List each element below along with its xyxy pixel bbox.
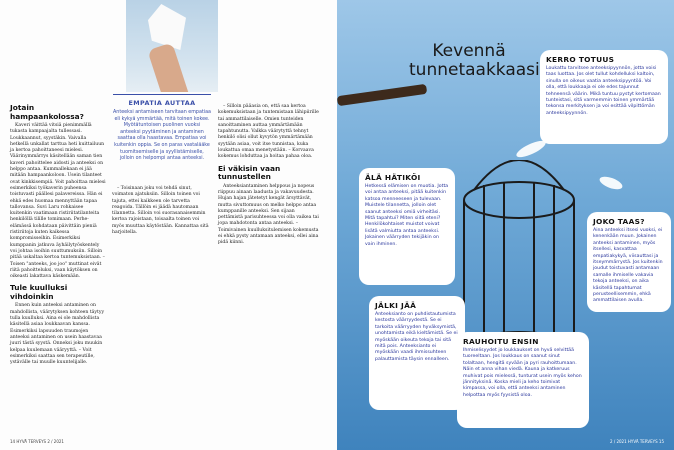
bubble-heading: RAUHOITU ENSIN	[463, 337, 539, 346]
bubble-heading: KERRO TOTUUS	[546, 55, 615, 64]
bubble-jalki-jaa	[369, 296, 465, 410]
footer-left: 14 HYVÄ TERVEYS 2 / 2021	[10, 439, 64, 444]
section-heading-ei-vakisin: Ei väkisin vaan tunnustellen	[218, 163, 281, 182]
bubble-text: Hetkessä elämisen on muotia. Jotta voi antaa anteeksi, pitää kuitenkin katsoa menneeseen ja tulevaan. Muistele tilannetta, jolloin olet saanut anteeksi omiä virheitäsi. Mitä tapahtui? Miten siitä eteni? Henkilökohtaiset muistot voivat lisätä valmiutta antaa anteeksi. Jokainen väärryden tekijäkin on vain ihminen.	[365, 184, 449, 247]
bubble-text: Anteeksianto on puhdistautumista kestosta väärryydestä. Se ei tarkoita väärryyden hyväksymistä, unohtamista eikä kieltämistä. Se ei myöskään oikeuta tekoja tai sitä mitä pois. Anteeksianto ei myöskään vaadi ihmissuhteen palauttamista täysin ennalleen.	[375, 312, 458, 362]
arm-image	[147, 42, 190, 92]
bubble-text: Ihmiselisyydet jo loukkaukset on hyvä selvittää tuoreeltaan. Jos loukkaus on saanut sinut tolaltaan, hengitä syvään ja pyri rauhoittumaan. Näin et anna vihan viedä. Kauna ja katkeruus muhivat pois mielessä, tunturat usein myös kehon jännityksinä. Koska mieli ja keho toimivat kimpassa, voi olla, että anteeksi antaminen helpottaa myös fyysistä oloa.	[463, 348, 582, 398]
column-3-text-1: – Silloin pääasia on, että saa kertoa kokemuksistaan ja tuntemistaan lähipiirille tai ammattilaiselle. Omien tunteiden sanoittaminen auttaa ymmärtämään tapahtunutta. Valkka väärytyttä tehnyt henkilö olisi ollut kyvytön ymmärtämään syytään asiaa, voit itse tunnistaa, kuka loukattua omaa menetystään. – Korvaava kokemus lohduttaa ja hoitaa pahaa oloa.	[218, 104, 319, 160]
article-column-3	[218, 104, 320, 247]
bubble-kerro-totuus	[540, 50, 668, 144]
article-column-2	[112, 186, 211, 236]
waving-flag-photo	[126, 0, 218, 92]
section-heading-jotain: Jotain hampaankolossa?	[10, 103, 84, 121]
right-page	[337, 0, 674, 450]
pull-quote-text: Anteeksi antamiseen tarvitaan empatiaa eli kykyä ymmärtää, mitä toinen kokee. Myötätuntoisen puolinen vuoksi anteeksi pyytäminen ja antaminen saattaa olla haastavaa. Empatiaa voi kuitenkin oppia. Se on paras vastalääke tuomitsemiselle ja syyllistämiselle, jolloin on helpompi antaa anteeksi.	[113, 110, 212, 162]
bubble-rauhoitu-ensin	[457, 332, 589, 428]
footer-right: 2 / 2021 HYVÄ TERVEYS 15	[610, 439, 664, 444]
bubble-heading: JÄLKI JÄÄ	[375, 301, 417, 310]
page-title: Kevennä tunnetaakkaasi	[409, 41, 540, 80]
article-column-1	[10, 102, 106, 366]
bubble-text: Loukattu tarvitsee anteeksipyynnön, jotta voisi taas luottaa. Jos olet tullut kohdelluksi kaltoin, sinulla on oikeus vaatia anteeksipyyntöä. Voi olla, että loukkaaja ei ole edes tajunnut tehneensä väärin. Mikä tuntuu pystyt kertomaan tunteistasi, sitä varmemmin toinen ymmärtää tekonsa merkityksen ja voi esittää vilpittömän anteeksipyynnön.	[546, 66, 661, 116]
bubble-heading: ÄLÄ HÄTIKÖI	[365, 173, 421, 182]
white-cloth-image	[148, 4, 186, 50]
section-heading-tule: Tule kuulluksi vihdoinkin	[10, 283, 68, 301]
bubble-ala-hatikoi	[359, 168, 455, 285]
bubble-heading: JOKO TAAS?	[593, 217, 645, 226]
column-2-text: – Toisinaan joku voi tehdä sinut, voimaton ajatuksiin. Silloin toinen voi tajuta, ettei kaikkeen ole tarvetta reagoida. Tällöin ei jäädä hautomaan tilannetta. Silloin voi suorasanaisemmin kertoa rajoistaan, toisaalta toinen voi myös muuttaa käytöstään. Kannattaa sitä harjoitella.	[112, 186, 209, 236]
pull-quote-heading: EMPATIA AUTTAA	[128, 99, 196, 107]
pull-quote-box	[113, 94, 211, 186]
bubble-joko-taas	[587, 212, 671, 312]
column-3-text-2: Anteeksiantaminen helppous ja nopeus riippuu ainaan laadusta ja vakavuudesta. Hujan hajan jätetetyt kengät ärsyttävät, mutta sivuttomuus on melko helppo antaa kumppanille anteeksi. Sen sijaan pettämistä parisuhteessa voi olla vaikea tai jopa mahdotonta antaa anteeksi. – Toimivainen kuulluksitulemisen kokemusta ei ehkä pysty antamaan anteeksi, ellei aina pidä kiinni.	[218, 183, 319, 246]
feather-image	[598, 174, 624, 192]
bubble-text: Aina anteeksi itsesi vuoksi, ei kenenkään muun. Jokainen anteeksi antaminen, myös itsellesi, kasvattaa empatiakykyä, viisauttasi ja itseymmärrystä. Jos kuitenkin joudut toistuvasti antamaan samalle ihmiselle vakavia tekoja anteeksi, on aika käsitellä tapahtumat perusteellisemmin, ehkä ammattilaisen avulla.	[593, 228, 663, 304]
section-text-jotain: Kaveri väittää vitsiä pienimmällä tukasta kampaajalta tullessasi. Loukkaannut, syystäkin. Vaivalla hetkellä unkallat tarttua heti kuittailuun ja kertoa pahoittaneesi mielesi. Väärinymmärrys käsitellään saman tien kaveri pahoittelee aidosti ja anteeksi on helppo antaa. Kummallekaan ei jää mitään hampaankoloon. Usein tilanteet ovat kinkkisempiä. Voit pahoittaa mielesi esimerkiksi työkaverin puheensa toistuvasti päällesi palavereissa. Hän ei ehkä edes huomaa mennyttään tapaa tallovansa. Suvi Laru rohkaisee kuitenkin vaatimaan ristiriitatilanteita henkilöllä tilille tomimaan. Perhe-elämässä kohdataan päivittäin pieniä ristiriitoja kuten kaikessa kompromisseihin. Esimerkiksi kumppanin jatkuva äyhäilytyöskentely voi johtaa isoihin suuttumuksiin. Silloin pitää uskaltaa kertoa tuntemuksistaan. – Toisen "anteeks, joo joo" muttinat eivät riitä pahoitteluksi, vaan käytöksen on oikeasti lakattava käskemään.	[10, 123, 106, 280]
tree-branch-image	[337, 84, 427, 106]
section-text-tule: Ennen kuin anteeksi antaminen on mahdollista, väärytyksen kohteen täytyy tulla kuulluksi. Aina ei ole mahdollista käsitellä asiaa loukkaavan kanssa. Esimerkiksi lapsuuden traumojen anteeksi antaminen on usein haastavaa juuri tästä syystä. Onneksi joku muukin kelpaa kuulemaan vääryyttä. – Voit esimerkiksi saattaa sen terapeutille, ystävälle tai muulle kuuntelijalle.	[10, 303, 105, 366]
